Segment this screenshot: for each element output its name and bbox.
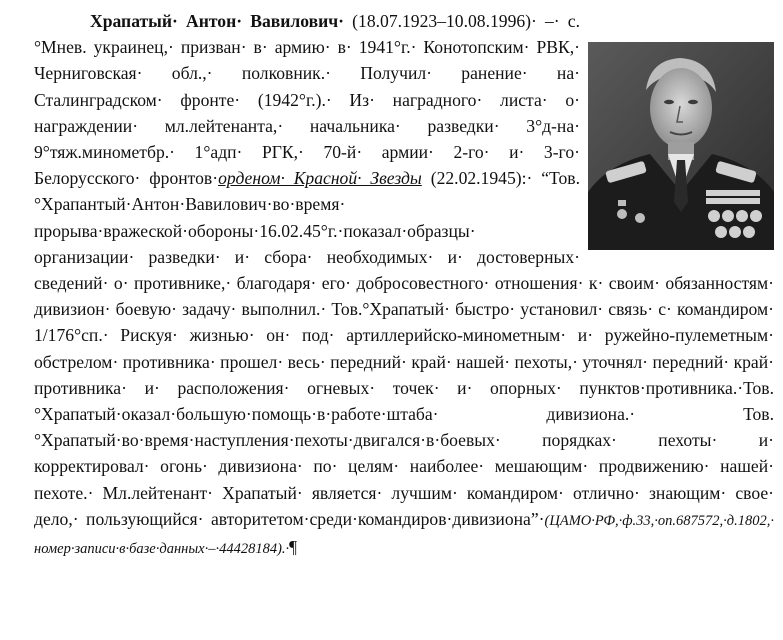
document-body (34, 8, 774, 562)
portrait-image (588, 42, 774, 250)
biography-text: (18.07.1923–10.08.1996)· –· с.°Мнев. украинец,· призван· в· армию· в· 1941°г.· Конотопским· РВК,· Черниговская· обл.,· полковник.· Получил· ранение· на· Сталинградском· фронте· (1942°г.).· Из· наградного· листа· о· награждении· мл.лейтенанта,· начальника· разведки· 3°д-на· 9°тяж.минометбр.· 1°адп· РГК,· 70-й· армии· 2-го· и· 3-го· Белорусского· фронтов· (34, 11, 580, 189)
award-name: орденом· Красной· Звезды (218, 168, 422, 189)
pilcrow-mark: ¶ (289, 537, 298, 558)
person-name: Храпатый· Антон· Вавилович· (90, 11, 345, 31)
portrait-photo (588, 42, 774, 250)
archive-source: (ЦАМО·РФ,·ф.33,·оп.687572,·д.1802,· номер·записи·в·базе·данных·–·44428184).· (34, 512, 774, 558)
award-citation: (22.02.1945):· “Тов.°Храпантый·Антон·Вавилович·во·время· прорыва·вражеской·обороны·16.02.45°г.·показал·образцы· организации· разведки· и· сбора· необходимых· и· достоверных· сведений· о· противнике,· благодаря· его· добросовестного· отношения· к· своим· обязанностям· дивизион· боевую· задачу· выполнил.· Тов.°Храпатый· быстро· установил· связь· с· командиром· 1/176°сп.· Рискуя· жизнью· он· под· артиллерийско-минометным· и· ружейно-пулеметным· обстрелом· противника· прошел· весь· передний· край· нашей· пехоты,· уточнял· передний· край· противника· и· расположения· огневых· точек· и· опорных· пунктов·противника.·Тов.°Храпатый·оказал·большую·помощь·в·работе·штаба· дивизиона.· Тов.°Храпатый·во·время·наступления·пехоты·двигался·в·боевых· порядках· пехоты· и· корректировал· огонь· дивизиона· по· целям· наиболее· мешающим· продвижению· нашей· пехоте.· Мл.лейтенант· Храпатый· является· лучшим· командиром· отлично· знающим· свое· дело,· пользующийся· авторитетом·среди·командиров·дивизиона”· (34, 168, 774, 529)
